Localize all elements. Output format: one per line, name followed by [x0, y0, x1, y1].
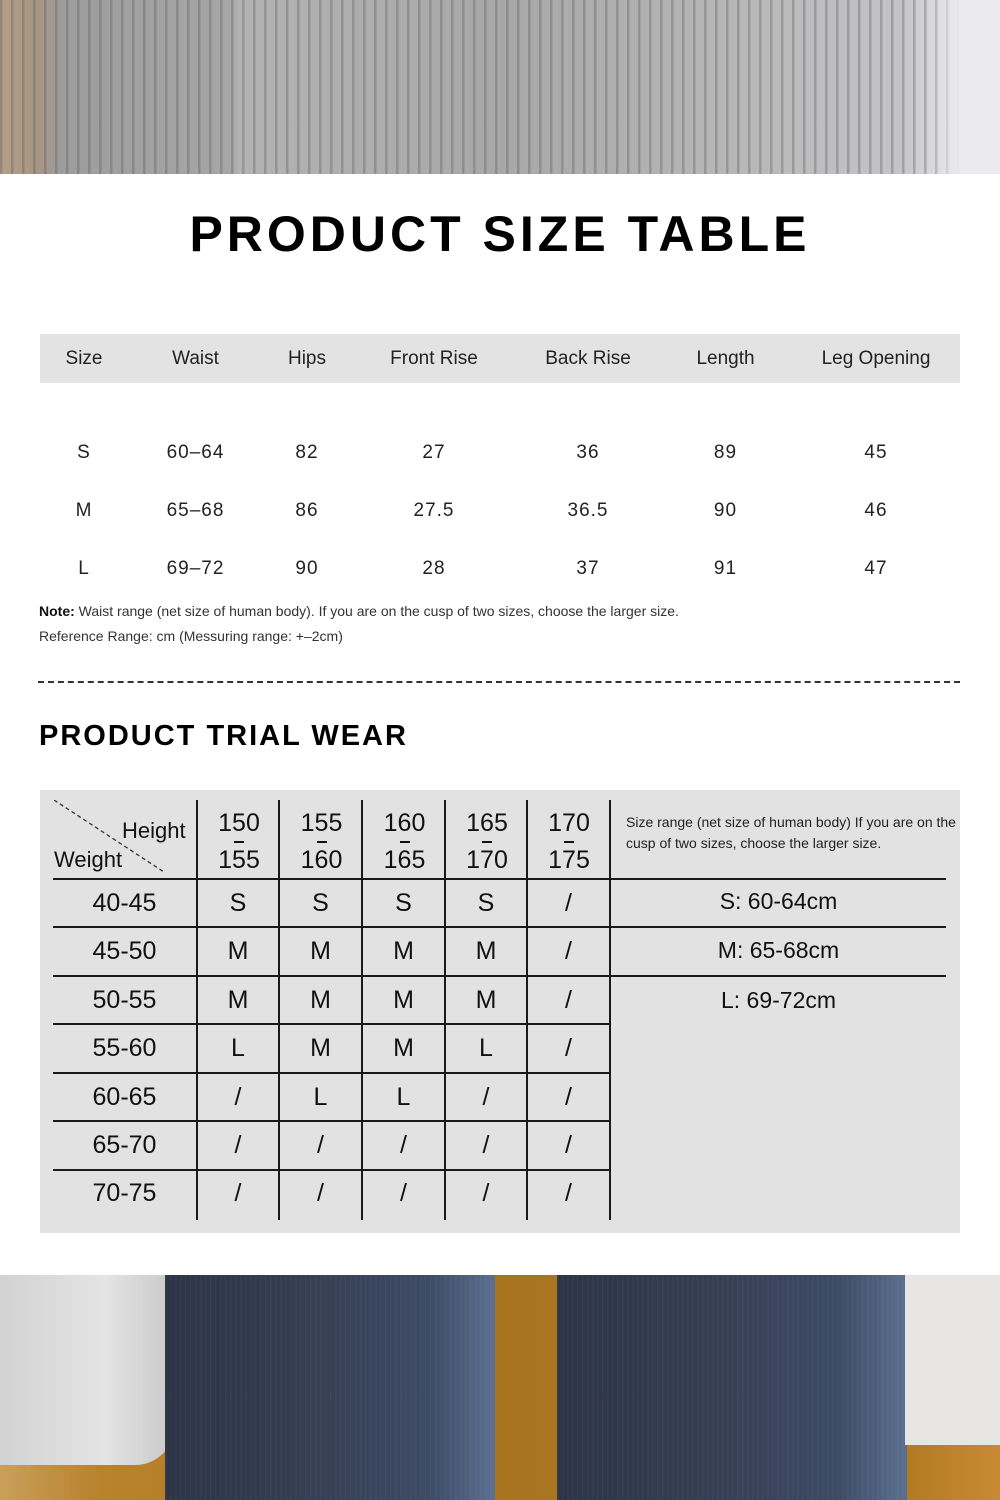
height-range-150-155: 150 155	[218, 809, 260, 874]
cell-hips: 82	[295, 442, 319, 463]
cell-back-rise: 36	[576, 442, 600, 463]
background-wall	[905, 1275, 1000, 1445]
header-back-rise: Back Rise	[517, 334, 659, 383]
height-range-155-160: 155 160	[300, 809, 343, 874]
height-range-160-165: 160 165	[383, 809, 426, 874]
cell-leg-opening: 46	[864, 500, 888, 521]
cell-size: L	[78, 558, 90, 579]
weight-range: 60-65	[92, 1082, 157, 1111]
size-cell: /	[400, 1131, 407, 1159]
size-cell: M	[393, 1034, 414, 1062]
header-front-rise: Front Rise	[351, 334, 517, 383]
size-cell: M	[310, 985, 331, 1014]
height-range-165-170: 165 170	[466, 809, 508, 874]
sweater-photo	[0, 0, 1000, 174]
cell-length: 89	[713, 442, 738, 463]
jeans-photo	[0, 1275, 1000, 1500]
header-waist: Waist	[128, 334, 263, 383]
size-range-s: S: 60-64cm	[719, 888, 838, 914]
cell-front-rise: 27	[422, 442, 446, 463]
weight-range: 40-45	[92, 888, 157, 917]
size-table-title: PRODUCT SIZE TABLE	[189, 206, 811, 262]
size-cell: /	[400, 1178, 407, 1207]
header-hips: Hips	[263, 334, 351, 383]
cell-leg-opening: 47	[864, 558, 888, 579]
height-axis-label: Height	[122, 818, 186, 843]
size-range-note: Size range (net size of human body) If you are on the cusp of two sizes, choose the larger size.	[626, 814, 956, 851]
size-range-m: M: 65-68cm	[717, 937, 840, 963]
size-cell: /	[565, 1082, 572, 1111]
weight-range: 45-50	[92, 937, 157, 965]
size-cell: S	[395, 888, 412, 917]
reference-range: Reference Range: cm (Messuring range: +–2cm)	[39, 628, 343, 644]
size-table	[40, 334, 960, 598]
size-table-header-row	[40, 334, 960, 383]
header-leg-opening: Leg Opening	[792, 334, 960, 383]
table-row	[40, 540, 960, 598]
size-cell: /	[317, 1131, 324, 1159]
weight-range: 70-75	[92, 1178, 157, 1207]
cell-leg-opening: 45	[864, 442, 888, 463]
cell-back-rise: 37	[576, 558, 600, 579]
size-cell: /	[565, 1131, 572, 1159]
size-cell: /	[565, 937, 572, 965]
dashed-divider	[38, 681, 960, 683]
size-cell: /	[317, 1178, 324, 1207]
cell-hips: 90	[295, 558, 319, 579]
cell-waist: 65–68	[166, 500, 225, 521]
size-cell: L	[231, 1034, 245, 1062]
size-cell: L	[479, 1034, 493, 1062]
cell-front-rise: 27.5	[413, 500, 455, 521]
height-range-170-175: 170 175	[548, 809, 590, 874]
size-cell: /	[234, 1082, 242, 1111]
size-cell: /	[565, 1034, 572, 1062]
cell-back-rise: 36.5	[567, 500, 609, 521]
table-row	[40, 482, 960, 540]
note-label: Note:	[39, 603, 75, 619]
size-cell: M	[475, 937, 497, 965]
cell-hips: 86	[295, 500, 319, 521]
trial-wear-title: PRODUCT TRIAL WEAR	[39, 720, 408, 752]
size-note	[39, 599, 679, 649]
cell-length: 90	[713, 500, 738, 521]
jeans-leg-image	[165, 1275, 495, 1500]
size-cell: M	[393, 937, 414, 965]
jeans-leg-image	[557, 1275, 907, 1500]
size-cell: /	[482, 1131, 490, 1159]
size-cell: M	[227, 985, 249, 1014]
size-cell: /	[482, 1082, 490, 1111]
note-text: Waist range (net size of human body). If you are on the cusp of two sizes, choose the larger size.	[74, 603, 679, 619]
size-cell: M	[393, 985, 414, 1014]
weight-range: 50-55	[92, 985, 157, 1014]
note-line	[39, 599, 679, 624]
cell-length: 91	[713, 558, 738, 579]
size-range-l: L: 69-72cm	[720, 987, 837, 1013]
cell-front-rise: 28	[422, 558, 446, 579]
size-cell: L	[313, 1082, 328, 1111]
size-cell: M	[475, 985, 497, 1014]
cell-size: S	[77, 442, 91, 463]
size-cell: S	[477, 888, 495, 917]
size-cell: S	[229, 888, 247, 917]
size-cell: M	[310, 937, 331, 965]
size-cell: /	[565, 985, 572, 1014]
cell-size: M	[75, 500, 93, 521]
cell-waist: 69–72	[166, 558, 225, 579]
size-cell: /	[234, 1178, 242, 1207]
size-cell: L	[396, 1082, 411, 1111]
size-cell: /	[565, 888, 572, 917]
header-size: Size	[40, 334, 128, 383]
size-cell: M	[310, 1034, 331, 1062]
table-row	[40, 424, 960, 482]
weight-axis-label: Weight	[54, 847, 123, 872]
weight-range: 65-70	[92, 1131, 157, 1159]
weight-range: 55-60	[92, 1034, 157, 1062]
size-cell: /	[482, 1178, 490, 1207]
size-cell: S	[312, 888, 329, 917]
cell-waist: 60–64	[166, 442, 225, 463]
size-cell: M	[227, 937, 249, 965]
size-cell: /	[565, 1178, 572, 1207]
trial-wear-panel	[40, 790, 960, 1233]
header-length: Length	[659, 334, 792, 383]
size-cell: /	[234, 1131, 242, 1159]
handbag-image	[0, 1275, 175, 1465]
